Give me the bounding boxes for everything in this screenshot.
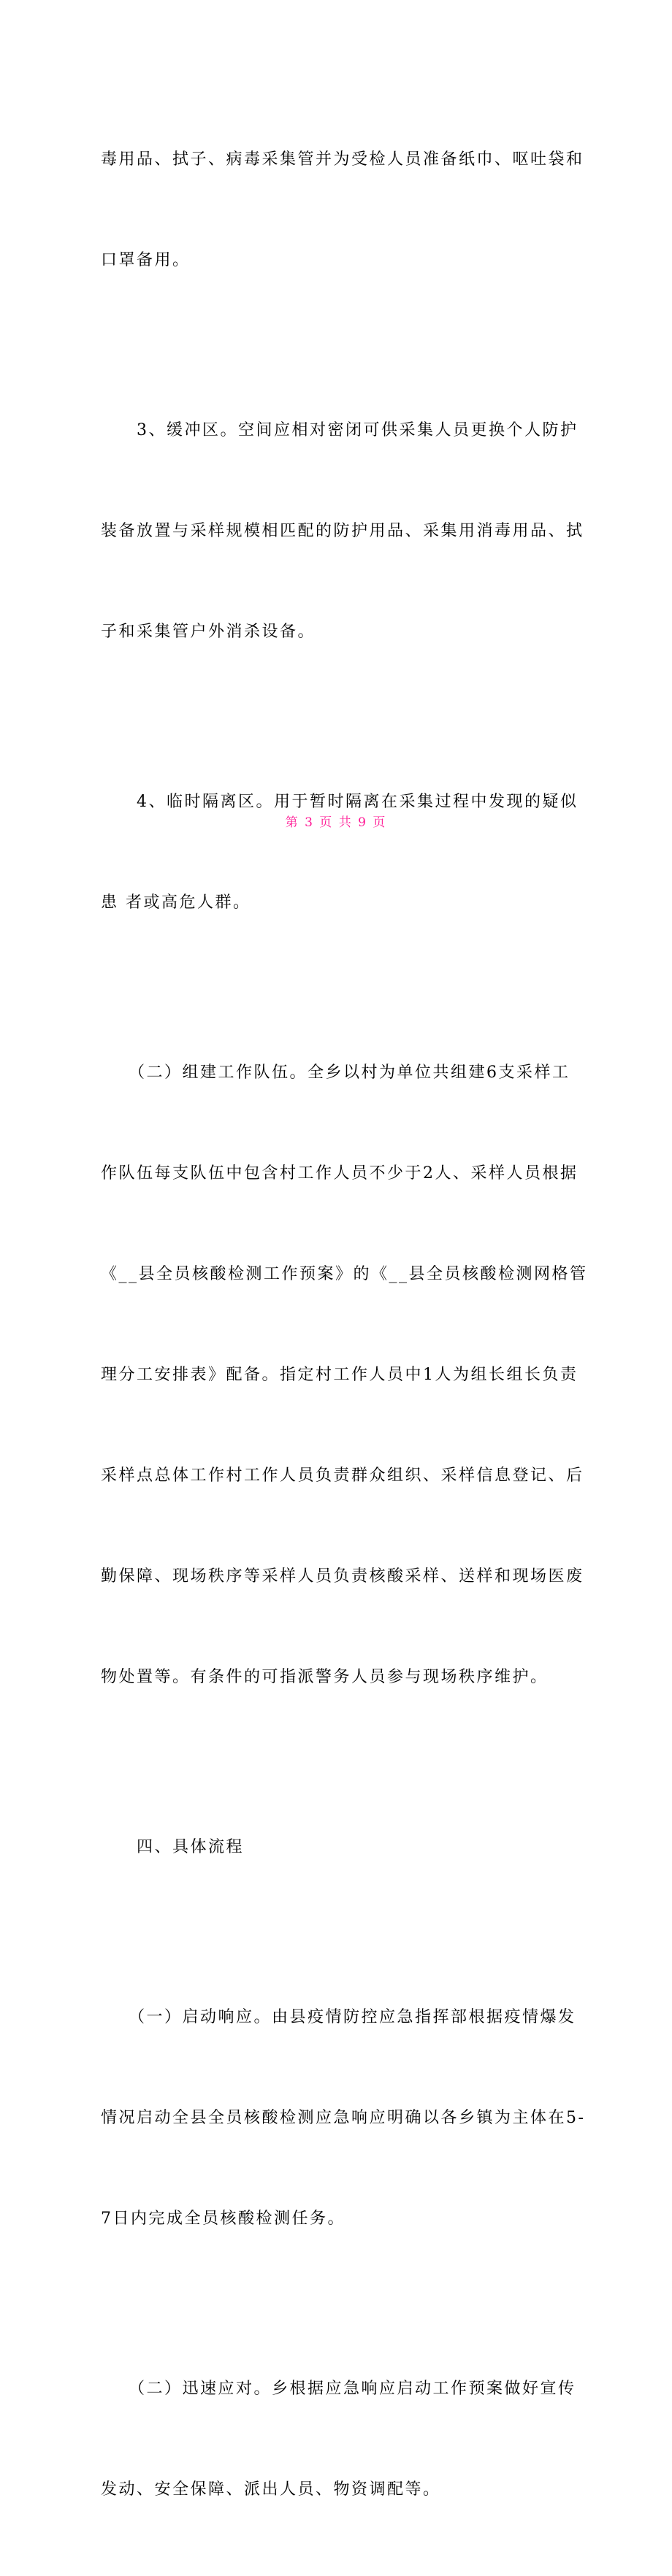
text-line: 4、临时隔离区。用于暂时隔离在采集过程中发现的疑似 xyxy=(101,793,579,811)
text-line: 《__县全员核酸检测工作预案》的《__县全员核酸检测网格管 xyxy=(101,1265,588,1283)
paragraph-2 xyxy=(101,347,584,716)
text-line: 采样点总体工作村工作人员负责群众组织、采样信息登记、后 xyxy=(101,1466,584,1485)
paragraph-4 xyxy=(101,989,588,1761)
text-line: （二）迅速应对。乡根据应急响应启动工作预案做好宣传 xyxy=(101,2380,576,2398)
text-line: 患 者或高危人群。 xyxy=(101,893,251,912)
text-line: 3、缓冲区。空间应相对密闭可供采集人员更换个人防护 xyxy=(101,421,579,439)
text-line: 毒用品、拭子、病毒采集管并为受检人员准备纸巾、呕吐袋和 xyxy=(101,150,584,169)
text-line: 勤保障、现场秩序等采样人员负责核酸采样、送样和现场医废 xyxy=(101,1567,584,1585)
text-line: 发动、安全保障、派出人员、物资调配等。 xyxy=(101,2480,441,2499)
paragraph-5 xyxy=(101,1934,586,2303)
text-line: （二）组建工作队伍。全乡以村为单位共组建6支采样工 xyxy=(101,1064,570,1082)
text-line: 口罩备用。 xyxy=(101,251,191,269)
text-line: 子和采集管户外消杀设备。 xyxy=(101,623,316,641)
text-line: 情况启动全县全员核酸检测应急响应明确以各乡镇为主体在5- xyxy=(101,2109,586,2127)
paragraph-1 xyxy=(101,76,584,345)
text-line: 7日内完成全员核酸检测任务。 xyxy=(101,2210,345,2228)
text-line: 理分工安排表》配备。指定村工作人员中1人为组长组长负责 xyxy=(101,1366,579,1384)
text-line: （一）启动响应。由县疫情防控应急指挥部根据疫情爆发 xyxy=(101,2008,576,2026)
text-line: 作队伍每支队伍中包含村工作人员不少于2人、采样人员根据 xyxy=(101,1164,579,1183)
document-body xyxy=(101,76,588,2576)
text-line: 装备放置与采样规模相匹配的防护用品、采集用消毒用品、拭 xyxy=(101,522,584,540)
paragraph-6 xyxy=(101,2305,576,2574)
text-line: 四、具体流程 xyxy=(101,1838,245,1856)
section-heading xyxy=(101,1764,576,1931)
page-number-footer: 第 3 页 共 9 页 xyxy=(285,815,387,830)
text-line: 物处置等。有条件的可指派警务人员参与现场秩序维护。 xyxy=(101,1668,549,1686)
paragraph-3 xyxy=(101,718,579,987)
